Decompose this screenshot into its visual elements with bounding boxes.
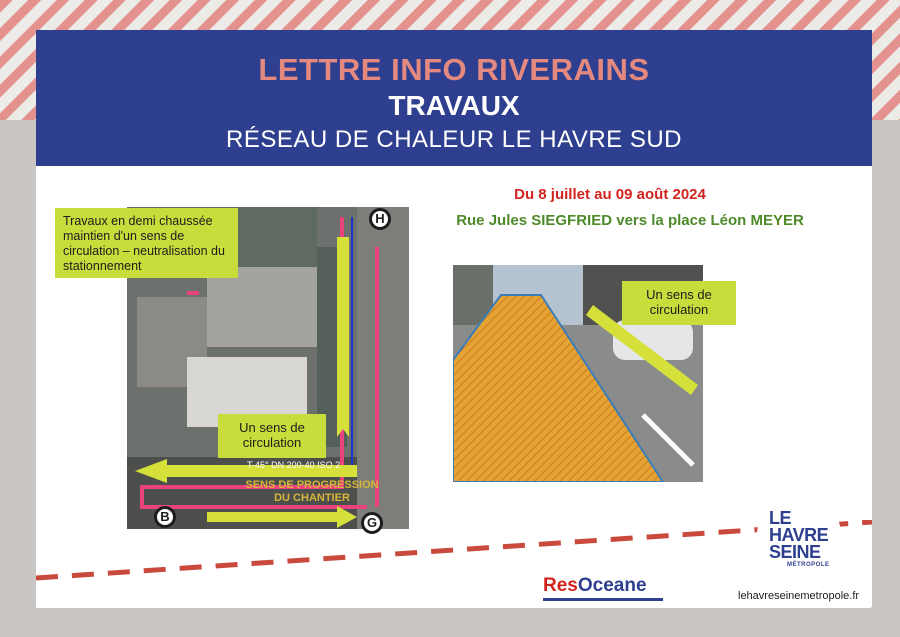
website-link[interactable]: lehavreseinemetropole.fr bbox=[738, 590, 860, 602]
right-margin bbox=[872, 120, 900, 637]
pipe-label: T-45° DN 200-40 ISO 2 bbox=[247, 460, 341, 470]
project-name: RÉSEAU DE CHALEUR LE HAVRE SUD bbox=[226, 126, 682, 153]
works-street: Rue Jules SIEGFRIED vers la place Léon MEYER bbox=[456, 212, 804, 229]
page-title: LETTRE INFO RIVERAINS bbox=[258, 52, 650, 87]
bottom-margin bbox=[0, 608, 900, 637]
works-dates: Du 8 juillet au 09 août 2024 bbox=[514, 186, 706, 203]
marker-g: G bbox=[361, 512, 383, 534]
dashed-divider bbox=[36, 520, 872, 590]
page-subtitle: TRAVAUX bbox=[388, 90, 520, 121]
works-note: Travaux en demi chaussée maintien d'un sens de circulation – neutralisation du stationnement bbox=[55, 208, 238, 278]
marker-h: H bbox=[369, 208, 391, 230]
left-margin bbox=[0, 120, 36, 637]
le-havre-seine-logo: LE HAVRE SEINE MÉTROPOLE bbox=[757, 493, 841, 577]
one-way-note-map: Un sens de circulation bbox=[218, 414, 326, 458]
progress-label: SENS DE PROGRESSION DU CHANTIER bbox=[245, 479, 379, 504]
marker-b: B bbox=[154, 506, 176, 528]
resoceane-logo: ResOceane bbox=[543, 575, 647, 597]
one-way-note-photo: Un sens de circulation bbox=[622, 281, 736, 325]
header-banner bbox=[36, 30, 872, 166]
